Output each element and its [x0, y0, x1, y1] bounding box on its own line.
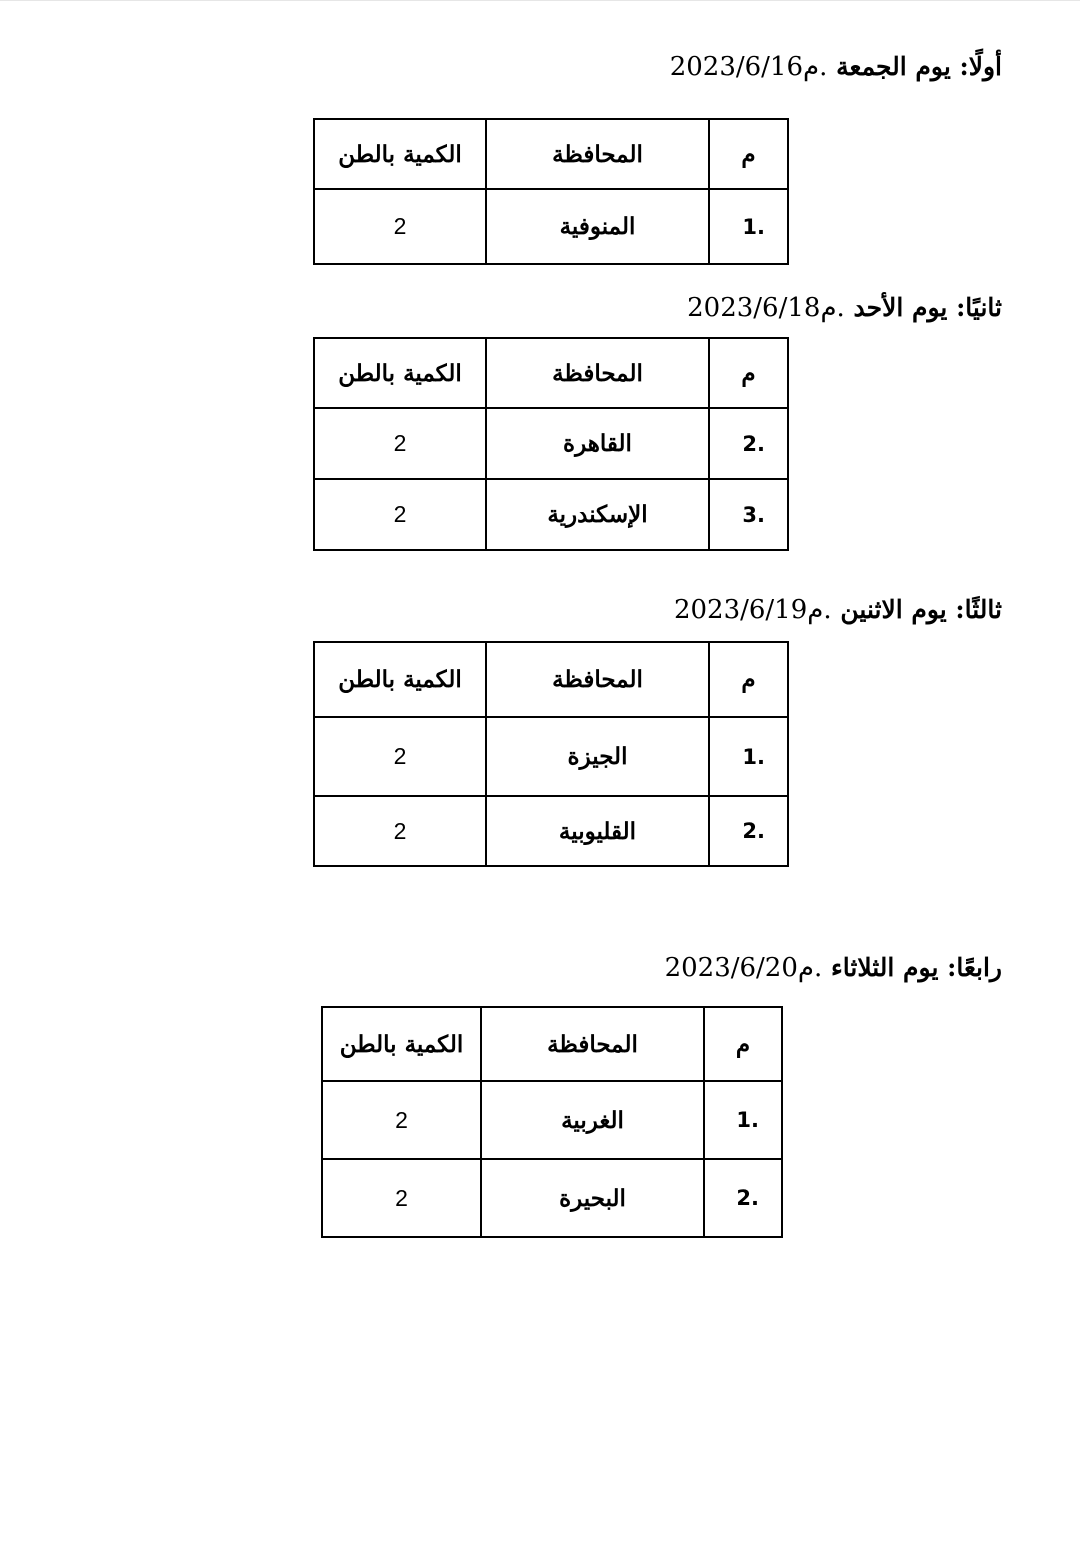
- row-governorate: البحيرة: [481, 1159, 704, 1237]
- row-num: .3: [709, 479, 788, 550]
- header-quantity: الكمية بالطن: [314, 119, 486, 189]
- header-quantity: الكمية بالطن: [314, 338, 486, 408]
- table-header-row: [314, 642, 788, 717]
- section-3-date: 2023/6/19م.: [673, 595, 832, 625]
- table-row: [314, 717, 788, 796]
- row-num: .2: [709, 408, 788, 479]
- row-quantity: 2: [314, 479, 486, 550]
- table-row: [314, 408, 788, 479]
- row-num: .1: [709, 189, 788, 264]
- table-row: [314, 796, 788, 866]
- section-4-date: 2023/6/20م.: [664, 953, 823, 983]
- row-quantity: 2: [314, 189, 486, 264]
- section-4-table: [321, 1006, 783, 1238]
- header-quantity: الكمية بالطن: [322, 1007, 481, 1081]
- row-governorate: القاهرة: [486, 408, 709, 479]
- header-num: م: [709, 338, 788, 408]
- section-2-table: [313, 337, 789, 551]
- header-num: م: [709, 642, 788, 717]
- section-1-heading: [670, 52, 1002, 82]
- header-num: م: [709, 119, 788, 189]
- row-num: .2: [709, 796, 788, 866]
- row-governorate: القليوبية: [486, 796, 709, 866]
- table-row: [314, 189, 788, 264]
- section-3-table: [313, 641, 789, 867]
- row-governorate: الإسكندرية: [486, 479, 709, 550]
- header-governorate: المحافظة: [481, 1007, 704, 1081]
- header-quantity: الكمية بالطن: [314, 642, 486, 717]
- page-top-border: [0, 0, 1080, 1]
- section-2-heading: [687, 293, 1002, 323]
- row-quantity: 2: [322, 1159, 481, 1237]
- row-quantity: 2: [314, 408, 486, 479]
- section-3-title: ثالثًا: يوم الاثنين: [840, 595, 1002, 624]
- row-governorate: المنوفية: [486, 189, 709, 264]
- row-quantity: 2: [322, 1081, 481, 1159]
- header-governorate: المحافظة: [486, 642, 709, 717]
- section-1-date: 2023/6/16م.: [669, 52, 828, 82]
- section-3-heading: [674, 595, 1002, 625]
- row-quantity: 2: [314, 796, 486, 866]
- row-quantity: 2: [314, 717, 486, 796]
- header-governorate: المحافظة: [486, 338, 709, 408]
- row-governorate: الجيزة: [486, 717, 709, 796]
- header-num: م: [704, 1007, 782, 1081]
- table-row: [322, 1081, 782, 1159]
- table-row: [314, 479, 788, 550]
- section-4-heading: [665, 953, 1002, 983]
- section-1-table: [313, 118, 789, 265]
- section-4-title: رابعًا: يوم الثلاثاء: [831, 953, 1002, 982]
- table-header-row: [322, 1007, 782, 1081]
- row-num: .1: [709, 717, 788, 796]
- table-header-row: [314, 338, 788, 408]
- section-2-date: 2023/6/18م.: [687, 293, 845, 323]
- row-num: .1: [704, 1081, 782, 1159]
- header-governorate: المحافظة: [486, 119, 709, 189]
- table-row: [322, 1159, 782, 1237]
- row-governorate: الغربية: [481, 1081, 704, 1159]
- section-1-title: أولًا: يوم الجمعة: [836, 52, 1002, 81]
- row-num: .2: [704, 1159, 782, 1237]
- section-2-title: ثانيًا: يوم الأحد: [853, 293, 1002, 322]
- table-header-row: [314, 119, 788, 189]
